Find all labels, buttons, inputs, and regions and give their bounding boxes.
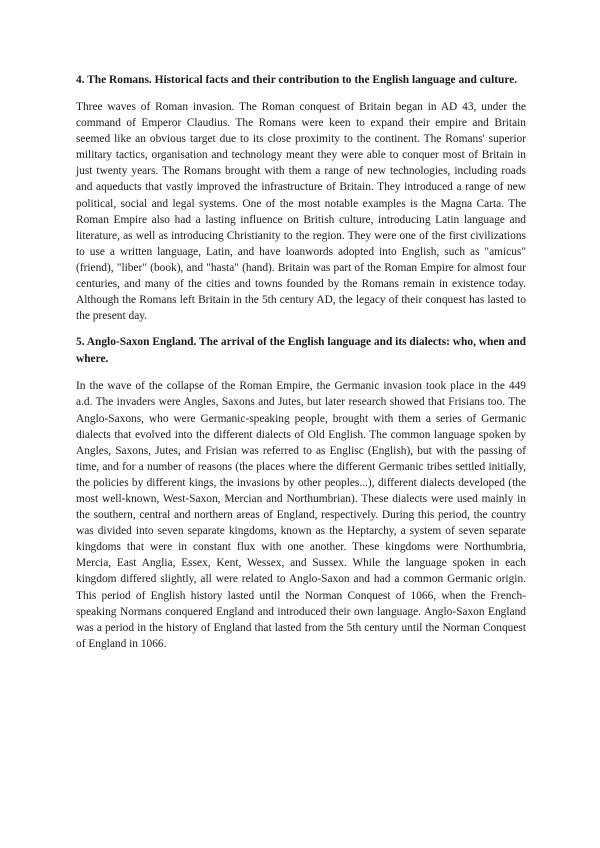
section-anglo-saxon [76, 334, 526, 652]
section-body: In the wave of the collapse of the Roman Empire, the Germanic invasion took place in the 449 a.d. The invaders were Angles, Saxons and Jutes, but later research showed that Frisians too. The Anglo-Saxons, who were Germanic-speaking people, brought with them a series of Germanic dialects that evolved into the different dialects of Old English. The common language spoken by Angles, Saxons, Jutes, and Frisian was referred to as Englisc (English), but with the passing of time, and for a number of reasons (the places where the different Germanic tribes settled initially, the policies by different kings, the invasions by other peoples...), different dialects developed (the most well-known, West-Saxon, Mercian and Northumbrian). These dialects were used mainly in the southern, central and northern areas of England, respectively. During this period, the country was divided into seven separate kingdoms, known as the Heptarchy, a system of seven separate kingdoms that were in constant flux with one another. These kingdoms were Northumbria, Mercia, East Anglia, Essex, Kent, Wessex, and Sussex. While the language spoken in each kingdom differed slightly, all were related to Anglo-Saxon and had a common Germanic origin. This period of English history lasted until the Norman Conquest of 1066, when the French-speaking Normans conquered England and introduced their own language. Anglo-Saxon England was a period in the history of England that lasted from the 5th century until the Norman Conquest of England in 1066. [76, 380, 526, 650]
section-romans [76, 72, 526, 324]
document-page [76, 72, 526, 662]
section-body: Three waves of Roman invasion. The Roman conquest of Britain began in AD 43, under the command of Emperor Claudius. The Romans were keen to expand their empire and Britain seemed like an obvious target due to its close proximity to the continent. The Romans' superior military tactics, organisation and technology meant they were able to conquer most of Britain in just twenty years. The Romans brought with them a range of new technologies, including roads and aqueducts that vastly improved the infrastructure of Britain. They introduced a range of new political, social and legal systems. One of the most notable examples is the Magna Carta. The Roman Empire also had a lasting influence on British culture, introducing Latin language and literature, as well as introducing Christianity to the region. They were one of the first civilizations to use a written language, Latin, and have loanwords adopted into English, such as "amicus" (friend), "liber" (book), and "hasta" (hand). Britain was part of the Roman Empire for almost four centuries, and many of the cities and towns founded by the Romans remain in existence today. Although the Romans left Britain in the 5th century AD, the legacy of their conquest has lasted to the present day. [76, 101, 526, 323]
section-heading: 4. The Romans. Historical facts and their contribution to the English language and culture. [76, 74, 518, 86]
section-heading: 5. Anglo-Saxon England. The arrival of the English language and its dialects: who, when and where. [76, 336, 526, 366]
